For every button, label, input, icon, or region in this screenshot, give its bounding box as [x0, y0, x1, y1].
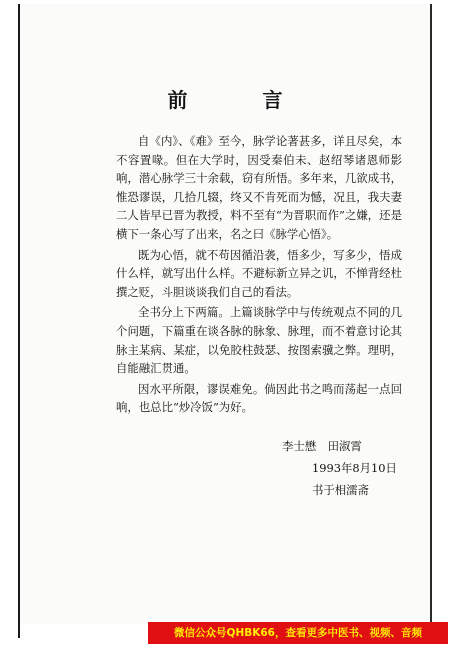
paragraph-4: 因水平所限，谬误难免。倘因此书之鸣而荡起一点回响，也总比“炒冷饭”为好。 [116, 381, 402, 415]
watermark-banner: 微信公众号QHBK66，查看更多中医书、视频、音频 [148, 622, 448, 644]
author-signature: 李士懋 田淑霄 [282, 439, 362, 453]
signature-place: 书于相濡斋 [312, 483, 369, 497]
paragraph-3: 全书分上下两篇。上篇谈脉学中与传统观点不同的几个问题，下篇重在谈各脉的脉象、脉理，而不着意讨论其脉主某病、某症，以免胶柱鼓瑟、按图索骥之弊。理明，自能融汇贯通。 [116, 305, 402, 376]
right-border-line [430, 4, 432, 638]
paragraph-1: 自《内》、《难》至今，脉学论著甚多，详且尽矣，本不容置喙。但在大学时，因受秦伯未、赵绍琴诸恩师影响，潜心脉学三十余载，窃有所悟。多年来，几欲成书，惟恐谬误，几拾几辍，终又不肯死而为憾，况且，我夫妻二人皆早已晋为教授，料不至有“为晋职而作”之嫌，还是横下一条心写了出来，名之曰《脉学心悟》。 [116, 134, 402, 241]
signature-date: 1993年8月10日 [312, 461, 397, 475]
book-page [20, 4, 430, 624]
preface-body [116, 132, 402, 417]
page-title: 前 言 [167, 88, 317, 112]
paragraph-2: 既为心悟，就不苟因循沿袭，悟多少，写多少，悟成什么样，就写出什么样。不避标新立异之讥，不惮背经杜撰之贬，斗胆谈谈我们自己的看法。 [116, 247, 402, 299]
